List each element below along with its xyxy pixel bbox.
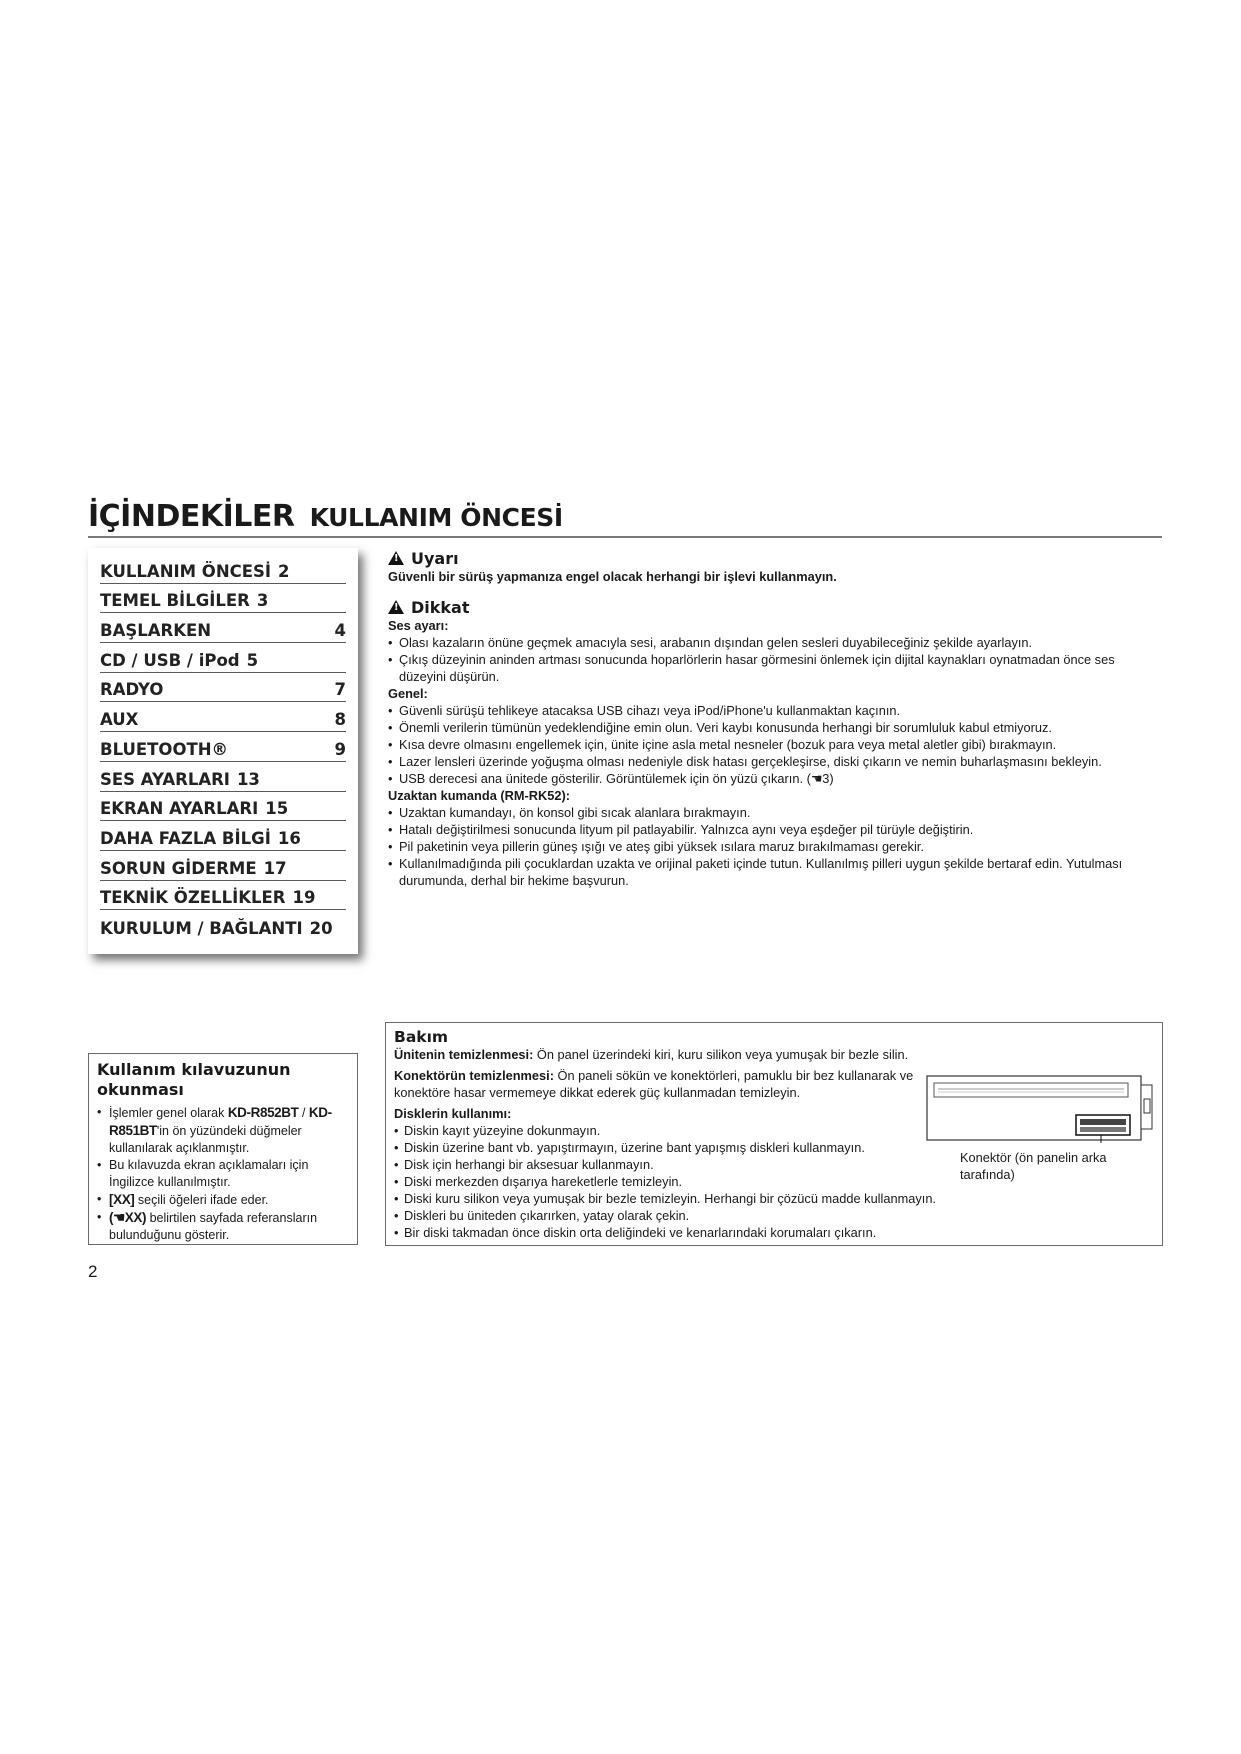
title-before-use: KULLANIM ÖNCESİ [309,503,563,532]
remote-subheading: Uzaktan kumanda (RM-RK52): [388,788,571,803]
list-item: • Diskleri bu üniteden çıkarırken, yatay olarak çekin. [394,1207,1154,1224]
list-item: • Disk için herhangi bir aksesuar kullanmayın. [394,1156,1154,1173]
toc-item-label: SORUN GİDERME [100,858,257,878]
toc-item-label: KULLANIM ÖNCESİ [100,561,272,581]
page-number: 2 [88,1262,98,1281]
list-item: • Lazer lensleri üzerinde yoğuşma olması nedeniyle disk hatası gerçekleşirse, diski çıkarın ve nemin buharlaşmasını bekleyin. [388,753,1163,770]
list-item: • Diski kuru silikon veya yumuşak bir bezle temizleyin. Herhangi bir çözücü madde kullanmayın. [394,1190,1154,1207]
disc-subheading: Disklerin kullanımı: [394,1106,512,1121]
toc-item[interactable] [100,732,346,762]
list-item: • Hatalı değiştirilmesi sonucunda lityum pil patlayabilir. Yalnızca aynı veya eşdeğer pil türüyle değiştirin. [388,821,1163,838]
safety-section [388,548,1163,889]
toc-item-label: DAHA FAZLA BİLGİ [100,828,271,848]
toc-item-page: 20 [309,918,333,938]
toc-item[interactable] [100,673,346,703]
toc-item-label: KURULUM / BAĞLANTI [100,918,303,938]
toc-item[interactable] [100,554,346,584]
maintenance-box [385,1022,1163,1246]
list-item: • Çıkış düzeyinin aninden artması sonucunda hoparlörlerin hasar görmesini önlemek için dijital kaynakları oynatmadan önce ses düzeyini düşürün. [388,651,1163,685]
list-item: • Kısa devre olmasını engellemek için, ünite içine asla metal nesneler (bozuk para veya metal aletler gibi) bırakmayın. [388,736,1163,753]
list-item: • Diskin üzerine bant vb. yapıştırmayın, üzerine bant yapışmış diskleri kullanmayın. [394,1139,1154,1156]
manual-list [97,1104,349,1244]
manual-title: Kullanım kılavuzunun okunması [97,1060,291,1099]
toc-item-page: 8 [334,710,346,730]
toc-item-page: 2 [278,561,290,581]
toc-item[interactable] [100,910,346,940]
title-contents: İÇİNDEKİLER [88,499,295,534]
list-item: • Diski merkezden dışarıya hareketlerle temizleyin. [394,1173,1154,1190]
general-list [388,702,1163,787]
toc-item-label: BLUETOOTH® [100,739,229,759]
toc-item[interactable] [100,613,346,643]
heading-divider [88,536,1162,538]
list-item: • Önemli verilerin tümünün yedeklendiğine emin olun. Veri kaybı konusunda herhangi bir sorumluluk kabul etmiyoruz. [388,719,1163,736]
caution-title: ! Dikkat [388,597,1163,617]
toc-item-page: 13 [236,769,260,789]
warning-title: ! Uyarı [388,548,1163,568]
toc-item-page: 15 [265,799,289,819]
general-subheading: Genel: [388,686,428,701]
toc-list [88,548,358,940]
toc-item-label: BAŞLARKEN [100,621,212,641]
toc-item[interactable] [100,584,346,614]
toc-item-label: SES AYARLARI [100,769,230,789]
toc-item-page: 7 [334,680,346,700]
toc-item-page: 4 [334,621,346,641]
model-name: KD-R851BT [109,1105,332,1138]
table-of-contents [88,548,358,954]
toc-item[interactable] [100,851,346,881]
toc-item-label: EKRAN AYARLARI [100,799,259,819]
list-item: • Olası kazaların önüne geçmek amacıyla sesi, arabanın dışından gelen sesleri duyabileceğiniz şekilde ayarlayın. [388,634,1163,651]
toc-item[interactable] [100,702,346,732]
list-item: • İşlemler genel olarak KD-R852BT / KD-R851BT'in ön yüzündeki düğmeler kullanılarak açıklanmıştır. [97,1104,349,1157]
toc-item-page: 3 [256,591,269,611]
toc-item-page: 9 [334,739,346,759]
toc-item-page: 19 [292,888,316,908]
connector-caption: Konektör (ön panelin arka tarafında) [960,1150,1107,1182]
list-item: • Pil paketinin veya pillerin güneş ışığı ve ateş gibi yüksek ısılara maruz bırakılmaması gerekir. [388,838,1163,855]
sound-subheading: Ses ayarı: [388,618,449,633]
list-item: • (☚XX) belirtilen sayfada referansların bulunduğunu gösterir. [97,1209,349,1244]
list-item: • USB derecesi ana ünitede gösterilir. Görüntülemek için ön yüzü çıkarın. (☚3) [388,770,1163,787]
toc-item-page: 17 [263,858,287,878]
list-item: • Güvenli sürüşü tehlikeye atacaksa USB cihazı veya iPod/iPhone'u kullanmaktan kaçının. [388,702,1163,719]
remote-list [388,804,1163,889]
toc-item-label: TEMEL BİLGİLER [100,591,250,611]
list-item: • Diskin kayıt yüzeyine dokunmayın. [394,1122,1154,1139]
maintenance-title: Bakım [394,1028,449,1046]
page-title [88,496,563,536]
warning-text: Güvenli bir sürüş yapmanıza engel olacak herhangi bir işlevi kullanmayın. [388,569,837,584]
list-item: • Bu kılavuzda ekran açıklamaları için İngilizce kullanılmıştır. [97,1157,349,1191]
list-item: • Kullanılmadığında pili çocuklardan uzakta ve orijinal paketi içinde tutun. Kullanılmış pilleri uygun şekilde bertaraf edin. Yutulması durumunda, derhal bir hekime başvurun. [388,855,1163,889]
list-item: • Uzaktan kumandayı, ön konsol gibi sıcak alanlara bırakmayın. [388,804,1163,821]
toc-item[interactable] [100,821,346,851]
head-unit-illustration [926,1075,1154,1143]
warning-triangle-icon [388,551,404,565]
toc-item-label: AUX [100,710,139,730]
toc-item[interactable] [100,643,346,673]
toc-item-label: CD / USB / iPod [100,650,240,670]
sound-list [388,634,1163,685]
toc-item[interactable] [100,792,346,822]
list-item: • [XX] seçili öğeleri ifade eder. [97,1191,349,1209]
toc-item-label: TEKNİK ÖZELLİKLER [100,888,286,908]
toc-item-page: 16 [277,828,301,848]
toc-item[interactable] [100,762,346,792]
model-name: KD-R852BT [227,1105,299,1120]
caution-triangle-icon [388,600,404,614]
toc-item[interactable] [100,881,346,911]
connector-cleaning: Konektörün temizlenmesi: Ön paneli sökün ve konektörleri, pamuklu bir bez kullanarak ve konektöre hasar vermemeye dikkat ederek güç kullanmadan temizleyin. [394,1068,914,1100]
manual-reading-box [88,1053,358,1245]
list-item: • Bir diski takmadan önce diskin orta deliğindeki ve kenarlarındaki korumaları çıkarın. [394,1224,1154,1241]
toc-item-page: 5 [246,650,259,670]
unit-cleaning: Ünitenin temizlenmesi: Ön panel üzerindeki kiri, kuru silikon veya yumuşak bir bezle silin. [394,1047,909,1062]
toc-item-label: RADYO [100,680,164,700]
